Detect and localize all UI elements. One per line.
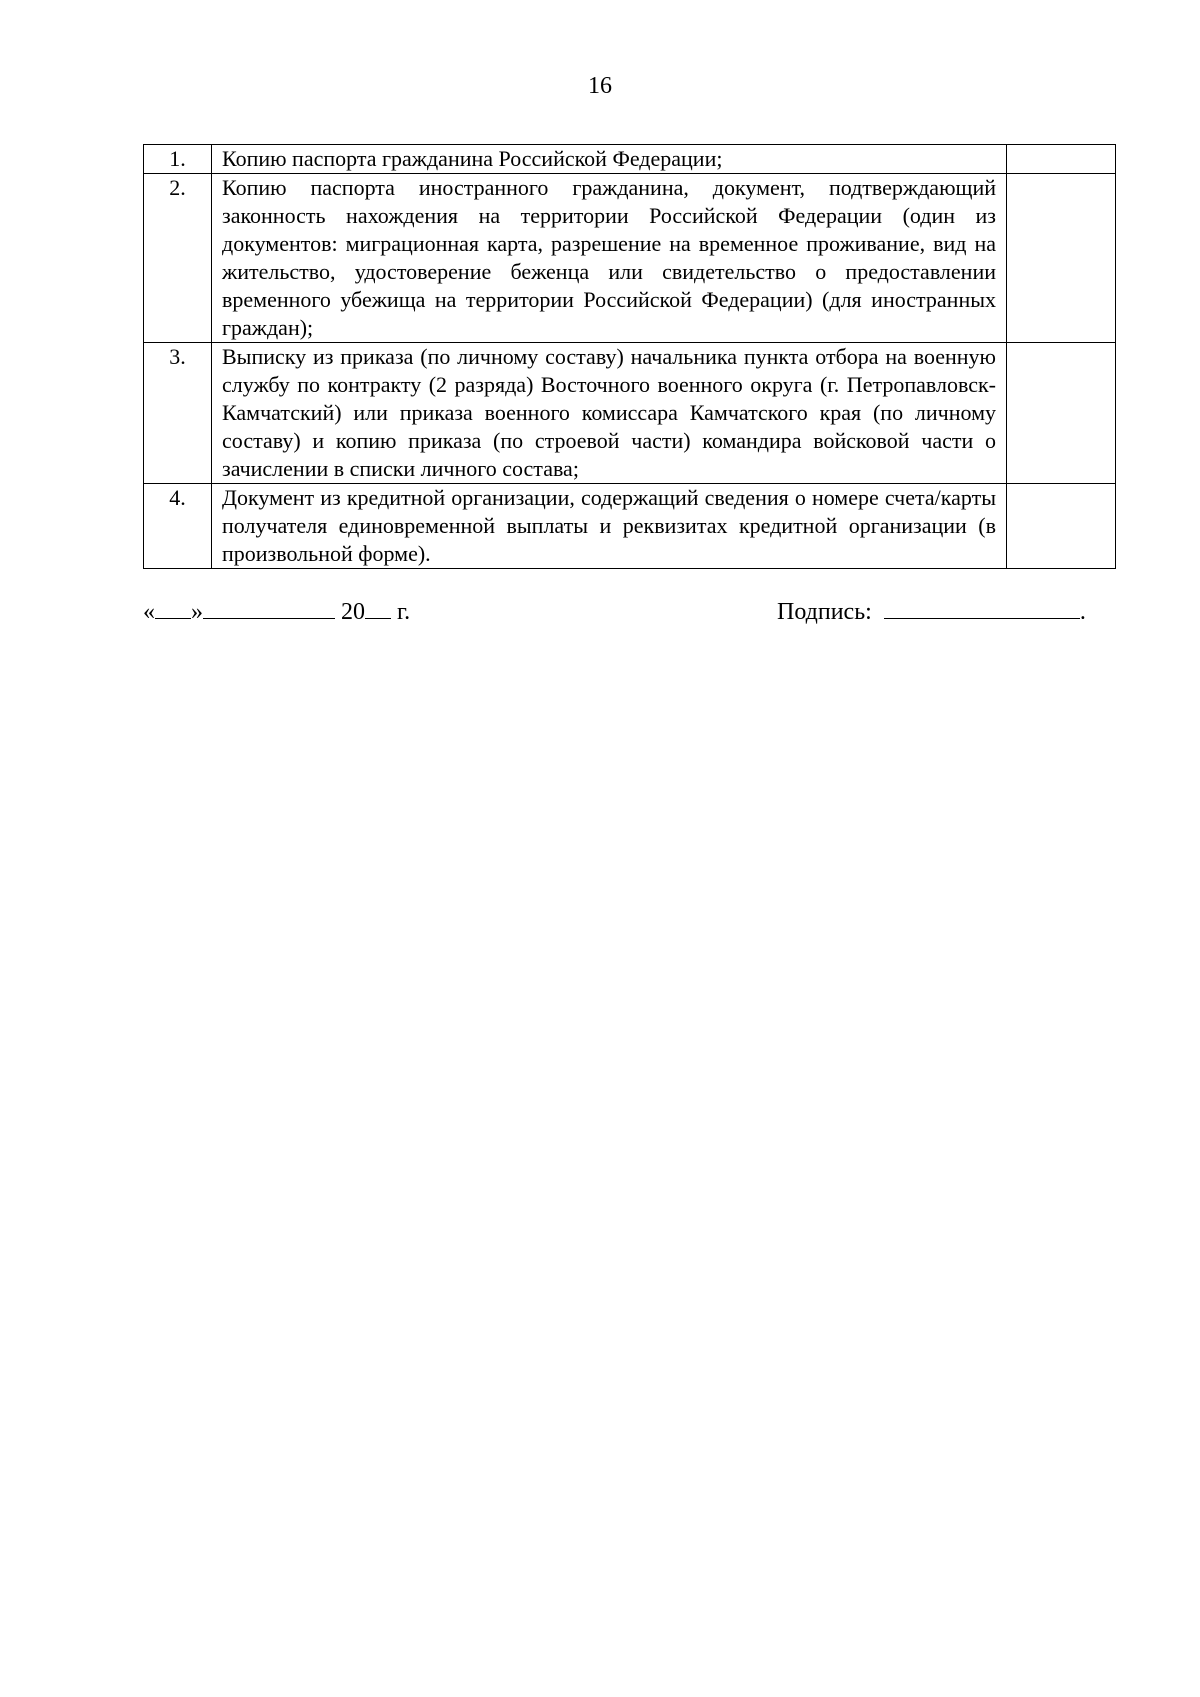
row-mark-cell bbox=[1007, 343, 1116, 484]
row-text: Копию паспорта иностранного гражданина, документ, подтверждающий законность нахождения на территории Российской Федерации (один из документов: миграционная карта, разрешение на временное проживание, вид на жительство, удостоверение беженца или свидетельство о предоставлении временного убежища на территории Российской Федерации) (для иностранных граждан); bbox=[212, 174, 1007, 343]
date-close-quote: » bbox=[191, 599, 203, 625]
date-open-quote: « bbox=[143, 599, 155, 625]
signature-label: Подпись: bbox=[777, 599, 872, 625]
date-suffix: г. bbox=[397, 599, 411, 625]
row-number: 2. bbox=[144, 174, 212, 343]
day-blank bbox=[155, 596, 191, 619]
month-blank bbox=[203, 596, 335, 619]
row-text: Документ из кредитной организации, содержащий сведения о номере счета/карты получателя единовременной выплаты и реквизитах кредитной организации (в произвольной форме). bbox=[212, 484, 1007, 569]
table-row bbox=[144, 343, 1116, 484]
year-blank bbox=[365, 596, 391, 619]
signature-line bbox=[777, 596, 1086, 626]
row-mark-cell bbox=[1007, 174, 1116, 343]
row-mark-cell bbox=[1007, 145, 1116, 174]
row-text: Копию паспорта гражданина Российской Федерации; bbox=[212, 145, 1007, 174]
table-row bbox=[144, 484, 1116, 569]
page-number: 16 bbox=[588, 73, 612, 99]
table-row bbox=[144, 145, 1116, 174]
year-prefix: 20 bbox=[341, 599, 365, 625]
signature-end: . bbox=[1079, 599, 1086, 625]
row-mark-cell bbox=[1007, 484, 1116, 569]
signature-blank bbox=[884, 596, 1080, 619]
row-number: 4. bbox=[144, 484, 212, 569]
row-number: 1. bbox=[144, 145, 212, 174]
date-line bbox=[143, 596, 410, 626]
row-number: 3. bbox=[144, 343, 212, 484]
table-row bbox=[144, 174, 1116, 343]
documents-table bbox=[143, 144, 1116, 569]
row-text: Выписку из приказа (по личному составу) начальника пункта отбора на военную службу по контракту (2 разряда) Восточного военного округа (г. Петропавловск-Камчатский) или приказа военного комиссара Камчатского края (по личному составу) и копию приказа (по строевой части) командира войсковой части о зачислении в списки личного состава; bbox=[212, 343, 1007, 484]
